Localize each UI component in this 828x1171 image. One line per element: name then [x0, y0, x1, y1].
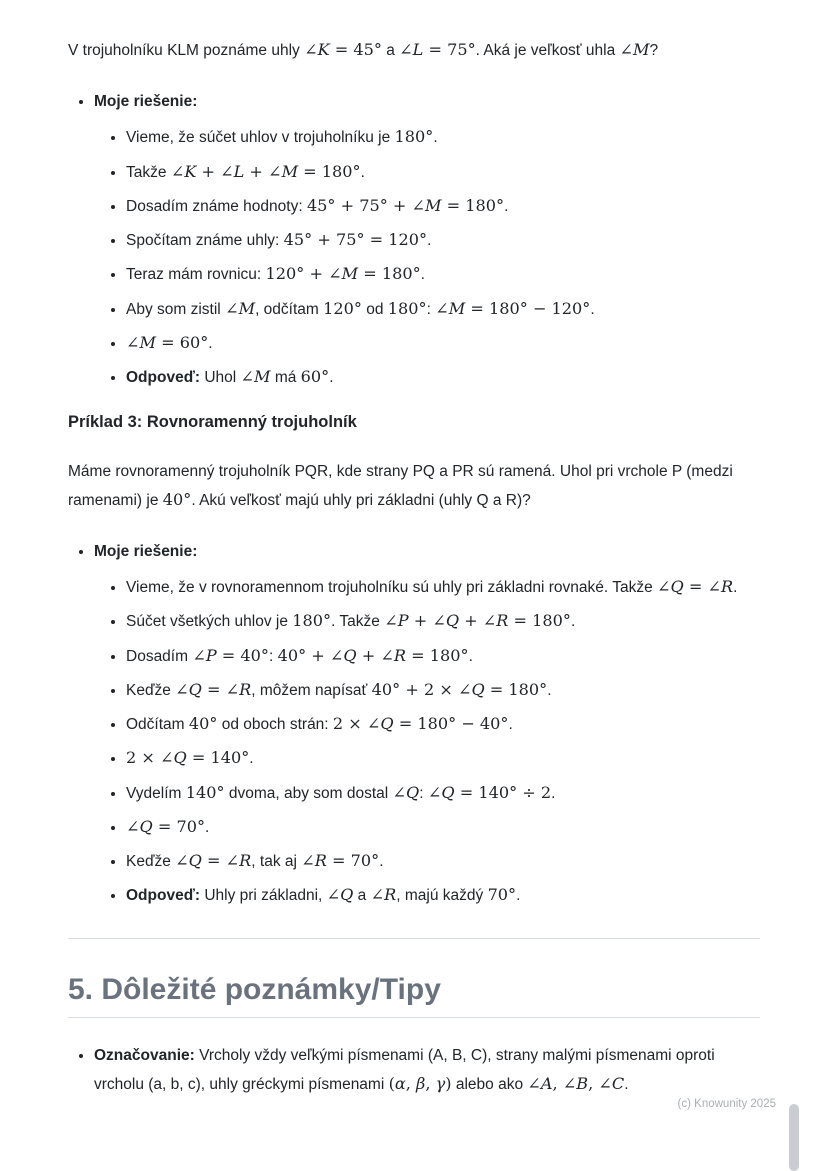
footer-credit: (c) Knowunity 2025: [677, 1098, 776, 1110]
bold-label: Odpoveď:: [126, 369, 201, 387]
list-item: • Označovanie: Vrcholy vždy veľkými písmenami (A, B, C), strany malými písmenami oproti vrcholu (a, b, c), uhly gréckymi písmenami (α, β, γ) alebo ako ∠A, ∠B, ∠C.: [94, 1042, 760, 1100]
list-item: • Vieme, že súčet uhlov v trojuholníku je 180°.: [126, 125, 760, 149]
math-expression: ∠M: [240, 367, 271, 387]
math-expression: ∠M: [225, 298, 256, 318]
bold-label: Odpoveď:: [126, 887, 201, 905]
math-expression: 140°: [185, 782, 225, 802]
list-item: • Keďže ∠Q = ∠R, tak aj ∠R = 70°.: [126, 849, 760, 873]
list-item: • Dosadím ∠P = 40°: 40° + ∠Q + ∠R = 180°.: [126, 644, 760, 668]
bold-label: Označovanie:: [94, 1046, 195, 1064]
math-expression: ∠R: [370, 885, 397, 905]
math-expression: 2 × ∠Q = 180° − 40°: [332, 714, 509, 734]
math-expression: 40°: [188, 714, 218, 734]
tips-list: [68, 1042, 760, 1100]
list-item: • Spočítam známe uhly: 45° + 75° = 120°.: [126, 228, 760, 252]
math-expression: ∠Q: [392, 782, 420, 802]
list-item: • Odčítam 40° od oboch strán: 2 × ∠Q = 180° − 40°.: [126, 712, 760, 736]
math-expression: 40° + ∠Q + ∠R = 180°: [277, 645, 469, 665]
math-expression: ∠M = 180° − 120°: [435, 298, 591, 318]
list-item: • Dosadím známe hodnoty: 45° + 75° + ∠M = 180°.: [126, 194, 760, 218]
list-item: • Aby som zistil ∠M, odčítam 120° od 180°: ∠M = 180° − 120°.: [126, 297, 760, 321]
tips-heading: 5. Dôležité poznámky/Tipy: [68, 973, 760, 1018]
list-item: • ∠M = 60°.: [126, 331, 760, 355]
list-item: • Keďže ∠Q = ∠R, môžem napísať 40° + 2 × ∠Q = 180°.: [126, 678, 760, 702]
scrollbar-thumb[interactable]: [789, 1104, 799, 1171]
list-item: • Vieme, že v rovnoramennom trojuholníku sú uhly pri základni rovnaké. Takže ∠Q = ∠R.: [126, 575, 760, 599]
math-expression: ∠P + ∠Q + ∠R = 180°: [384, 611, 571, 631]
document-page: [68, 36, 760, 1099]
list-item: • Vydelím 140° dvoma, aby som dostal ∠Q: ∠Q = 140° ÷ 2.: [126, 781, 760, 805]
math-expression: 180°: [394, 127, 434, 147]
list-item: • Takže ∠K + ∠L + ∠M = 180°.: [126, 160, 760, 184]
example3-body: Máme rovnoramenný trojuholník PQR, kde strany PQ a PR sú ramená. Uhol pri vrchole P (medzi ramenami) je 40°. Akú veľkosť majú uhly pri základni (uhly Q a R)?: [68, 463, 733, 509]
math-expression: ∠M = 60°: [126, 332, 209, 352]
list-item: • Odpoveď: Uhol ∠M má 60°.: [126, 365, 760, 389]
math-expression: ∠Q = 70°: [126, 816, 206, 836]
solution1-list: [68, 90, 760, 389]
math-expression: ∠Q = ∠R: [175, 679, 252, 699]
math-expression: ∠R = 70°: [301, 851, 380, 871]
list-item: • ∠Q = 70°.: [126, 815, 760, 839]
math-expression: 2 × ∠Q = 140°: [126, 748, 250, 768]
math-expression: ∠A, ∠B, ∠C: [527, 1074, 625, 1094]
list-item: • Súčet všetkých uhlov je 180°. Takže ∠P + ∠Q + ∠R = 180°.: [126, 609, 760, 633]
list-item: [94, 90, 760, 389]
list-item: • 2 × ∠Q = 140°.: [126, 746, 760, 770]
section-divider: [68, 938, 760, 939]
math-expression: ∠K + ∠L + ∠M = 180°: [170, 161, 361, 181]
example3-heading: Príklad 3: Rovnoramenný trojuholník: [68, 413, 357, 432]
math-expression: 120°: [323, 298, 362, 318]
math-expression: 40° + 2 × ∠Q = 180°: [371, 679, 548, 699]
math-expression: 45° + 75° = 120°: [283, 230, 428, 250]
math-expression: ∠Q = ∠R: [175, 851, 252, 871]
problem-statement: V trojuholníku KLM poznáme uhly ∠K = 45° a ∠L = 75°. Aká je veľkosť uhla ∠M?: [68, 40, 659, 59]
math-expression: 180°: [292, 611, 332, 631]
solution2-list: [68, 540, 760, 908]
solution2-label: Moje riešenie:: [94, 542, 198, 560]
math-expression: ∠Q = 140° ÷ 2: [427, 782, 552, 802]
list-item: [94, 540, 760, 908]
math-expression: ∠P = 40°: [192, 645, 269, 665]
math-expression: ∠Q = ∠R: [657, 577, 734, 597]
math-expression: 40°: [162, 489, 192, 509]
math-expression: (α, β, γ): [388, 1074, 452, 1094]
math-expression: 70°: [487, 885, 517, 905]
solution1-steps: [94, 125, 760, 389]
math-expression: 120° + ∠M = 180°: [265, 264, 421, 284]
math-expression: ∠K = 45°: [304, 40, 382, 59]
math-expression: 45° + 75° + ∠M = 180°: [306, 195, 505, 215]
math-expression: ∠Q: [326, 885, 354, 905]
solution2-steps: [94, 575, 760, 908]
math-expression: 180°: [387, 298, 427, 318]
solution1-label: Moje riešenie:: [94, 93, 198, 111]
math-expression: 60°: [300, 367, 330, 387]
list-item: • Odpoveď: Uhly pri základni, ∠Q a ∠R, majú každý 70°.: [126, 883, 760, 907]
math-expression: ∠M: [619, 40, 650, 59]
list-item: • Teraz mám rovnicu: 120° + ∠M = 180°.: [126, 262, 760, 286]
math-expression: ∠L = 75°: [399, 40, 476, 59]
